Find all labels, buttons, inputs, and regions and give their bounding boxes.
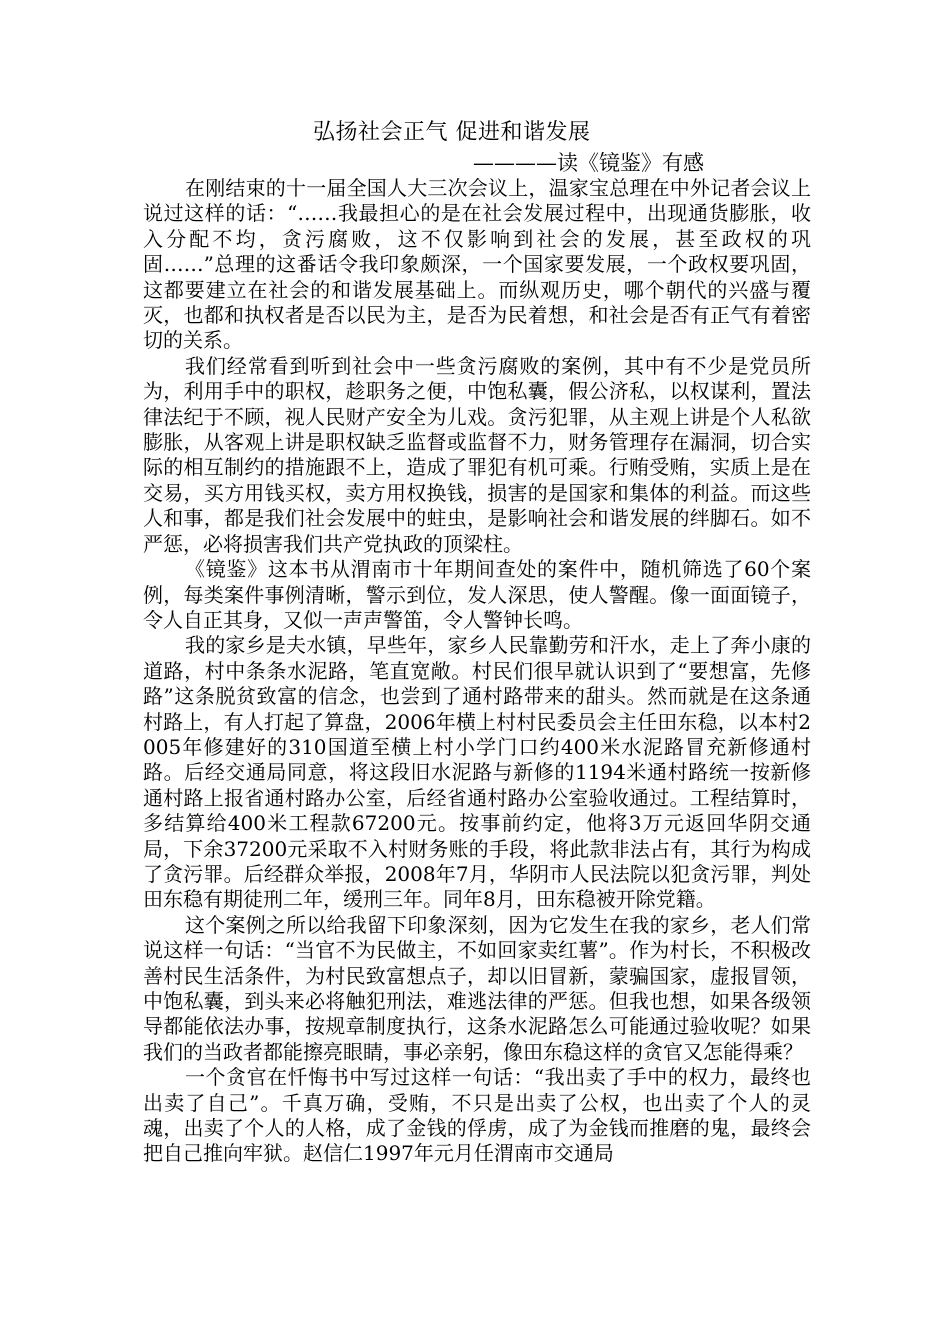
- document-body: [143, 116, 811, 1167]
- paragraph-2: 我们经常看到听到社会中一些贪污腐败的案例，其中有不少是党员所为，利用手中的职权，趁职务之便，中饱私囊，假公济私，以权谋利，置法律法纪于不顾，视人民财产安全为儿戏。贪污犯罪，从主观上讲是个人私欲膨胀，从客观上讲是职权缺乏监督或监督不力，财务管理存在漏洞，切合实际的相互制约的措施跟不上，造成了罪犯有机可乘。行贿受贿，实质上是在交易，买方用钱买权，卖方用权换钱，损害的是国家和集体的利益。而这些人和事，都是我们社会发展中的蛀虫，是影响社会和谐发展的绊脚石。如不严惩，必将损害我们共产党执政的顶梁柱。: [143, 353, 811, 556]
- document-subtitle: ————读《镜鉴》有感: [473, 151, 704, 175]
- paragraph-3: 《镜鉴》这本书从渭南市十年期间查处的案件中，随机筛选了60个案例，每类案件事例清晰，警示到位，发人深思，使人警醒。像一面面镜子，令人自正其身，又似一声声警笛，令人警钟长鸣。: [143, 557, 811, 632]
- paragraph-1: 在刚结束的十一届全国人大三次会议上，温家宝总理在中外记者会议上说过这样的话：“……我最担心的是在社会发展过程中，出现通货膨胀，收入分配不均，贪污腐败，这不仅影响到社会的发展，甚至政权的巩固……”总理的这番话令我印象颇深，一个国家要发展，一个政权要巩固，这都要建立在社会的和谐发展基础上。而纵观历史，哪个朝代的兴盛与覆灭，也都和执权者是否以民为主，是否为民着想，和社会是否有正气有着密切的关系。: [143, 176, 811, 353]
- paragraph-5: 这个案例之所以给我留下印象深刻，因为它发生在我的家乡，老人们常说这样一句话：“当官不为民做主，不如回家卖红薯”。作为村长，不积极改善村民生活条件，为村民致富想点子，却以旧冒新，蒙骗国家，虚报冒领，中饱私囊，到头来必将触犯刑法，难逃法律的严惩。但我也想，如果各级领导都能依法办事，按规章制度执行，这条水泥路怎么可能通过验收呢？如果我们的当政者都能擦亮眼睛，事必亲躬，像田东稳这样的贪官又怎能得乘？: [143, 912, 811, 1064]
- paragraph-4: 我的家乡是夫水镇，早些年，家乡人民靠勤劳和汗水，走上了奔小康的道路，村中条条水泥路，笔直宽敞。村民们很早就认识到了“要想富，先修路”这条脱贫致富的信念，也尝到了通村路带来的甜头。然而就是在这条通村路上，有人打起了算盘，2006年横上村村民委员会主任田东稳，以本村2005年修建好的310国道至横上村小学门口约400米水泥路冒充新修通村路。后经交通局同意，将这段旧水泥路与新修的1194米通村路统一按新修通村路上报省通村路办公室，后经省通村路办公室验收通过。工程结算时，多结算给400米工程款67200元。按事前约定，他将3万元返回华阴交通局，下余37200元采取不入村财务账的手段，将此款非法占有，其行为构成了贪污罪。后经群众举报，2008年7月，华阴市人民法院以犯贪污罪，判处田东稳有期徒刑二年，缓刑三年。同年8月，田东稳被开除党籍。: [143, 633, 811, 912]
- document-title: 弘扬社会正气 促进和谐发展: [313, 120, 591, 145]
- paragraph-6: 一个贪官在忏悔书中写过这样一句话：“我出卖了手中的权力，最终也出卖了自己”。千真万确，受贿，不只是出卖了公权，也出卖了个人的灵魂，出卖了个人的人格，成了金钱的俘虏，成了为金钱而推磨的鬼，最终会把自己推向牢狱。赵信仁1997年元月任渭南市交通局: [143, 1065, 811, 1166]
